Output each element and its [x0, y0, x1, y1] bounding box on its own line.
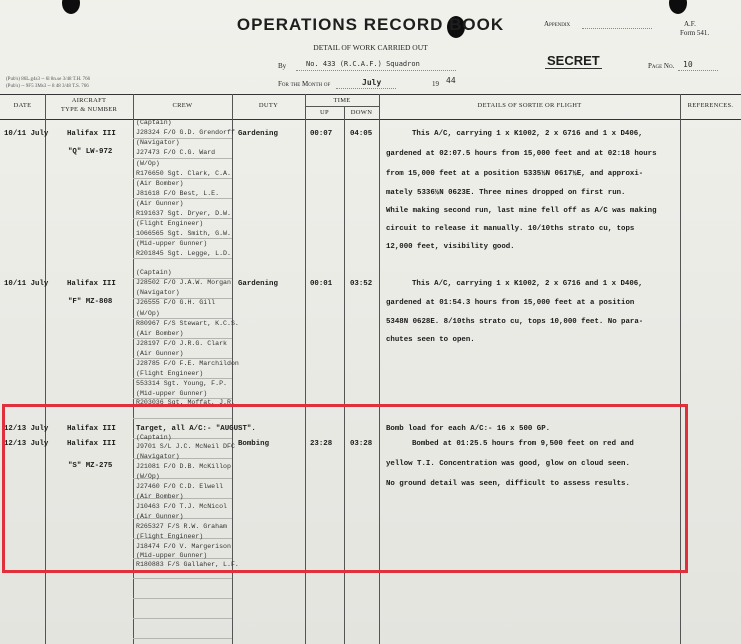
form-ref-bottom: Form 541.	[680, 29, 710, 37]
month-label: For the Month of	[278, 80, 331, 88]
by-label: By	[278, 62, 287, 70]
crew-line: (Mid-upper Gunner)	[136, 240, 208, 247]
punch-hole	[669, 0, 687, 14]
crew-ruling	[133, 358, 232, 359]
entry-time-up: 00:07	[310, 130, 333, 138]
col-time: TIME	[333, 97, 351, 104]
col-aircraft-sub: TYPE & NUMBER	[60, 106, 118, 113]
detail-line: This A/C, carrying 1 x K1002, 2 x G716 and 1 x D406,	[412, 130, 643, 138]
crew-line: J10463 F/O T.J. McNicol	[136, 503, 228, 510]
crew-line: (W/Op)	[136, 310, 160, 317]
crew-line: J26555 F/O G.H. Gill	[136, 299, 216, 306]
form-ref-top: A.F.	[684, 20, 696, 28]
crew-line: R80967 F/S Stewart, K.C.S.	[136, 320, 239, 327]
crew-line: J28324 F/O G.D. Grendorff	[136, 129, 235, 136]
crew-line: (W/Op)	[136, 473, 160, 480]
entry-aircraft-code: "Q" LW-972	[68, 148, 113, 156]
crew-line: (Flight Engineer)	[136, 370, 204, 377]
entry-time-down: 03:52	[350, 280, 373, 288]
table-header-rule	[0, 119, 741, 120]
detail-line: 5348N 0628E. 8/10ths strato cu, tops 10,000 feet. No para-	[386, 318, 644, 326]
punch-hole	[62, 0, 80, 14]
crew-line: (Navigator)	[136, 289, 180, 296]
crew-ruling	[133, 198, 232, 199]
crew-line: (Mid-upper Gunner)	[136, 552, 208, 559]
crew-line: (W/Op)	[136, 160, 160, 167]
crew-line: (Captain)	[136, 269, 172, 276]
col-date: DATE	[13, 102, 32, 109]
crew-line: (Air Gunner)	[136, 350, 184, 357]
year-prefix: 19	[432, 80, 439, 88]
crew-line: (Mid-upper Gunner)	[136, 390, 208, 397]
page-subtitle: DETAIL OF WORK CARRIED OUT	[313, 43, 428, 52]
detail-line: Bomb load for each A/C:- 16 x 500 GP.	[386, 425, 551, 433]
detail-line: mately 5336½N 0623E. Three mines dropped on first run.	[386, 189, 626, 197]
entry-aircraft: Halifax III	[67, 440, 116, 448]
crew-line: J18474 F/O V. Margerison	[136, 543, 231, 550]
print-footnote: (Pub's) -- 9F5 3Ms3 -- 8 48 3/48 T.S. 766	[6, 84, 89, 89]
entry-time-up: 23:28	[310, 440, 333, 448]
crew-line: (Navigator)	[136, 453, 180, 460]
detail-line: circuit to release it manually. 10/10ths strato cu, tops	[386, 225, 635, 233]
col-details: DETAILS OF SORTIE OR FLIGHT	[477, 102, 582, 109]
detail-line: While making second run, last mine fell off as A/C was making	[386, 207, 657, 215]
time-split-rule	[305, 106, 379, 107]
entry-aircraft: Halifax III	[67, 425, 116, 433]
crew-line: R191637 Sgt. Dryer, D.W.	[136, 210, 231, 217]
crew-ruling	[133, 178, 232, 179]
entry-duty: Gardening	[238, 130, 278, 138]
entry-aircraft: Halifax III	[67, 280, 116, 288]
detail-line: gardened at 02:07.5 hours from 15,000 feet and at 02:18 hours	[386, 150, 657, 158]
crew-ruling	[133, 338, 232, 339]
crew-line: (Captain)	[136, 434, 172, 441]
entry-aircraft-code: "F" MZ-808	[68, 298, 113, 306]
col-duty: DUTY	[258, 102, 279, 109]
detail-line: Bombed at 01:25.5 hours from 9,500 feet on red and	[412, 440, 634, 448]
crew-ruling	[133, 578, 232, 579]
table-top-rule	[0, 94, 741, 95]
crew-line: J28785 F/O F.E. Marchildon	[136, 360, 239, 367]
entry-time-up: 00:01	[310, 280, 333, 288]
crew-line: (Air Bomber)	[136, 330, 184, 337]
print-footnote: (Pub's) 86L.g4s3 -- 6l 8n.se 3/48 T.H. 766	[6, 77, 91, 82]
appendix-label: Appendix	[544, 20, 571, 28]
crew-line: R203036 Sgt. Moffat, J.R.	[136, 399, 235, 406]
page-title: OPERATIONS RECORD BOOK	[236, 15, 505, 34]
year-suffix: 44	[446, 76, 456, 85]
detail-line: chutes seen to open.	[386, 336, 475, 344]
detail-line: from 15,000 feet at a position 5335½N 0617½E, and approxi-	[386, 170, 644, 178]
classification-label: SECRET	[547, 53, 600, 68]
crew-line: 1066565 Sgt. Smith, G.W.	[136, 230, 231, 237]
crew-line: R176650 Sgt. Clark, C.A.	[136, 170, 231, 177]
crew-line: (Flight Engineer)	[136, 533, 204, 540]
crew-ruling	[133, 378, 232, 379]
crew-ruling	[133, 218, 232, 219]
crew-ruling	[133, 638, 232, 639]
entry-date: 12/13 July	[4, 425, 49, 433]
crew-ruling	[133, 158, 232, 159]
crew-ruling	[133, 598, 232, 599]
col-references: REFERENCES.	[687, 102, 734, 109]
col-up: UP	[320, 109, 329, 116]
entry-date: 10/11 July	[4, 130, 49, 138]
detail-line: yellow T.I. Concentration was good, glow on cloud seen.	[386, 460, 630, 468]
crew-line: (Air Bomber)	[136, 180, 184, 187]
crew-line: J27460 F/O C.D. Elwell	[136, 483, 224, 490]
detail-line: gardened at 01:54.3 hours from 15,000 feet at a position	[386, 299, 635, 307]
month-value: July	[362, 78, 382, 87]
detail-line: No ground detail was seen, difficult to assess results.	[386, 480, 630, 488]
col-down: DOWN	[350, 109, 373, 116]
crew-line: J21081 F/O D.B. McKillop	[136, 463, 231, 470]
entry-time-down: 03:28	[350, 440, 373, 448]
crew-line: J81618 F/O Best, L.E.	[136, 190, 220, 197]
page-label: Page No.	[648, 62, 675, 70]
entry-duty: Bombing	[238, 440, 270, 448]
squadron-name: No. 433 (R.C.A.F.) Squadron	[306, 60, 420, 68]
entry-date: 12/13 July	[4, 440, 49, 448]
crew-line: R265327 F/S R.W. Graham	[136, 523, 228, 530]
crew-line: J9701 S/L J.C. McNeil DFC	[136, 443, 235, 450]
entry-aircraft: Halifax III	[67, 130, 116, 138]
page-number: 10	[683, 60, 693, 69]
crew-ruling	[133, 318, 232, 319]
target-line: Target, all A/C:- "AUGUST".	[136, 425, 256, 433]
highlight-box	[2, 404, 688, 573]
entry-aircraft-code: "S" MZ-275	[68, 462, 113, 470]
crew-line: J28502 F/O J.A.W. Morgan	[136, 279, 231, 286]
col-aircraft: AIRCRAFT	[71, 97, 107, 104]
crew-line: J27473 F/O C.G. Ward	[136, 149, 216, 156]
crew-line: (Air Gunner)	[136, 200, 184, 207]
entry-time-down: 04:05	[350, 130, 373, 138]
entry-date: 10/11 July	[4, 280, 49, 288]
detail-line: 12,000 feet, visibility good.	[386, 243, 515, 251]
crew-line: 553314 Sgt. Young, F.P.	[136, 380, 228, 387]
entry-duty: Gardening	[238, 280, 278, 288]
crew-line: (Air Gunner)	[136, 513, 184, 520]
crew-line: R201845 Sgt. Legge, L.D.	[136, 250, 231, 257]
crew-ruling	[133, 238, 232, 239]
crew-line: (Captain)	[136, 119, 172, 126]
crew-line: J28197 F/O J.R.G. Clark	[136, 340, 228, 347]
col-crew: CREW	[172, 102, 193, 109]
crew-ruling	[133, 258, 232, 259]
crew-line: R180883 F/S Gallaher, L.F.	[136, 561, 239, 568]
detail-line: This A/C, carrying 1 x K1002, 2 x G716 and 1 x D406,	[412, 280, 643, 288]
crew-line: (Air Bomber)	[136, 493, 184, 500]
crew-line: (Navigator)	[136, 139, 180, 146]
crew-ruling	[133, 618, 232, 619]
crew-line: (Flight Engineer)	[136, 220, 204, 227]
